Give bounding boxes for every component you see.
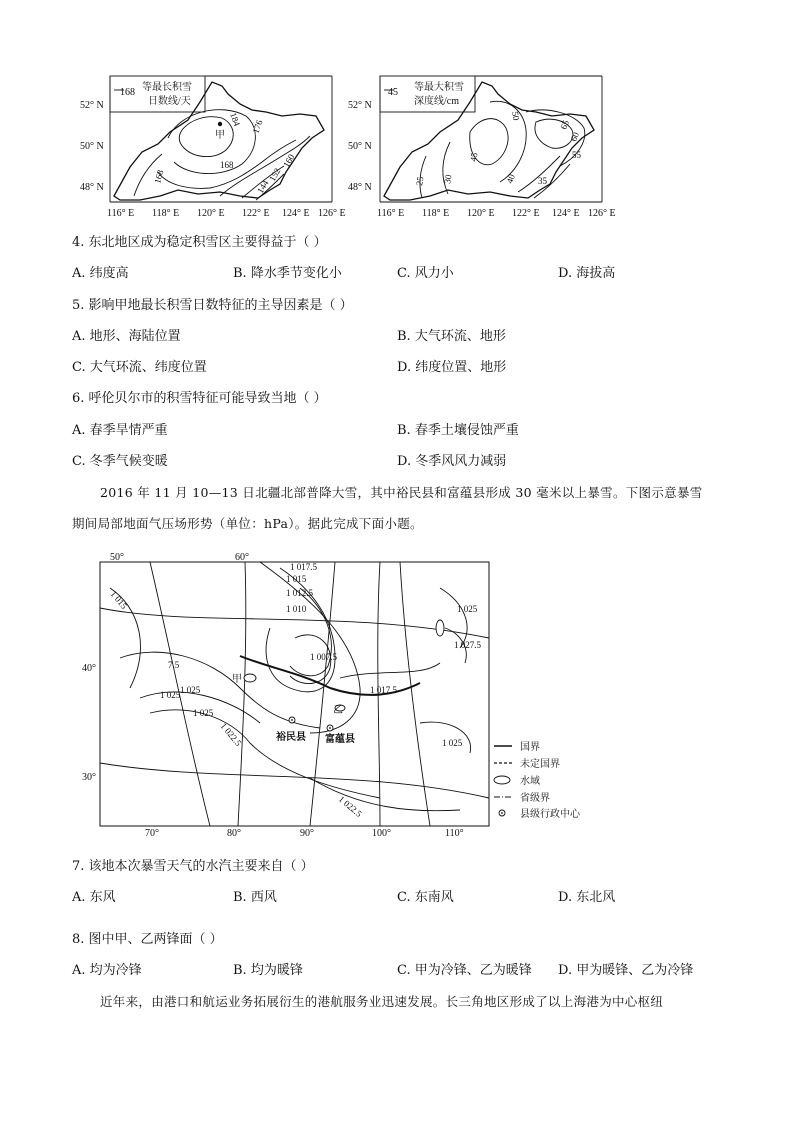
map1-lon-120: 120° E xyxy=(197,208,225,219)
pmap-isobar-1025-ne: 1 025 xyxy=(457,604,478,614)
pmap-isobar-1007-5: 1 007.5 xyxy=(310,652,337,662)
map1-lat-48: 48° N xyxy=(80,182,104,193)
pmap-isobar-1015: 1 015 xyxy=(286,574,307,584)
pmap-isobar-1025-b: 1 025 xyxy=(193,708,214,718)
pmap-isobar-1017-5-east: 1 017.5 xyxy=(370,685,397,695)
question-5-option-c: C. 大气环流、纬度位置 xyxy=(72,360,207,375)
pmap-isobar-7-5: 7.5 xyxy=(168,660,180,670)
question-8-stem: 8. 图中甲、乙两锋面（ ） xyxy=(72,932,223,947)
pmap-lat-40: 40° xyxy=(82,663,96,674)
question-7-option-c: C. 东南风 xyxy=(397,890,454,905)
question-6-stem: 6. 呼伦贝尔市的积雪特征可能导致当地（ ） xyxy=(72,391,327,406)
map1-legend-text-2: 日数线/天 xyxy=(148,96,191,107)
question-5-option-a: A. 地形、海陆位置 xyxy=(72,329,181,344)
pmap-isobar-1010: 1 010 xyxy=(286,604,307,614)
map1-lat-52: 52° N xyxy=(80,100,104,111)
pmap-front-jia: 甲 xyxy=(232,674,242,685)
map2-contour-40: 40 xyxy=(504,172,517,185)
map2-legend-text-1: 等最大积雪 xyxy=(414,82,464,93)
map1-lon-116: 116° E xyxy=(107,208,135,219)
map2-contour-60: 60 xyxy=(568,130,581,143)
map2-contour-35: 35 xyxy=(538,176,547,186)
pmap-legend-water: 水域 xyxy=(520,776,540,787)
pmap-legend-county-center: 县级行政中心 xyxy=(520,809,580,820)
map2-lon-118: 118° E xyxy=(422,208,450,219)
map2-legend-text-2: 深度线/cm xyxy=(414,96,459,107)
map1-lat-50: 50° N xyxy=(80,141,104,152)
question-7-option-a: A. 东风 xyxy=(72,890,116,905)
map1-contour-144: 144 xyxy=(255,178,271,195)
pmap-lon-90: 90° xyxy=(300,828,314,838)
pmap-isobar-1025-c: 1 025 xyxy=(160,690,181,700)
map2-lat-52: 52° N xyxy=(348,100,372,111)
question-5-stem: 5. 影响甲地最长积雪日数特征的主导因素是（ ） xyxy=(72,298,353,313)
pmap-lon-70: 70° xyxy=(145,828,159,838)
pmap-lon-110: 110° xyxy=(445,828,464,838)
map1-contour-176: 176 xyxy=(250,118,265,135)
pmap-lon-80: 80° xyxy=(227,828,241,838)
question-4-option-d: D. 海拔高 xyxy=(558,266,616,281)
question-7-option-d: D. 东北风 xyxy=(558,890,616,905)
pmap-isobar-1022-5: 1 022.5 xyxy=(218,720,244,748)
map2-lon-124: 124° E xyxy=(552,208,580,219)
question-7-option-b: B. 西风 xyxy=(233,890,277,905)
map1-lon-122: 122° E xyxy=(242,208,270,219)
intro-passage-line-1: 2016 年 11 月 10—13 日北疆北部普降大雪，其中裕民县和富蕴县形成 30 毫米以上暴雪。下图示意暴雪 xyxy=(100,485,703,500)
pmap-front-yi: 乙 xyxy=(333,705,343,716)
snow-days-map xyxy=(70,72,355,222)
pmap-isobar-1027-5: 1 027.5 xyxy=(454,640,481,650)
map1-lon-118: 118° E xyxy=(152,208,180,219)
pmap-isobar-1025-a: 1 025 xyxy=(180,685,201,695)
map1-contour-152: 152 xyxy=(267,166,283,183)
pmap-isobar-1017-5: 1 017.5 xyxy=(290,562,317,572)
map1-contour-160: 160 xyxy=(281,152,297,169)
question-6-option-a: A. 春季旱情严重 xyxy=(72,423,168,438)
pmap-isobar-1012-5: 1 012.5 xyxy=(286,588,313,598)
pmap-legend-border: 国界 xyxy=(520,742,540,753)
map2-contour-30: 30 xyxy=(442,173,454,185)
pmap-legend-undetermined: 未定国界 xyxy=(520,759,560,770)
map1-legend-text-1: 等最长积雪 xyxy=(142,82,192,93)
map2-lon-122: 122° E xyxy=(512,208,540,219)
map2-lon-126: 126° E xyxy=(588,208,616,219)
pmap-lon-100: 100° xyxy=(372,828,391,838)
pmap-legend-province: 省级界 xyxy=(520,793,550,804)
question-4-stem: 4. 东北地区成为稳定积雪区主要得益于（ ） xyxy=(72,235,327,250)
closing-passage: 近年来，由港口和航运业务拓展衍生的港航服务业迅速发展。长三角地区形成了以上海港为中心枢纽 xyxy=(100,994,664,1009)
pmap-lat-30: 30° xyxy=(82,772,96,783)
pmap-isobar-1015-west: 1 015 xyxy=(108,588,130,611)
question-8-option-d: D. 甲为暖锋、乙为冷锋 xyxy=(558,963,694,978)
map2-legend-value: 45 xyxy=(388,87,398,98)
map2-lat-48: 48° N xyxy=(348,182,372,193)
map1-contour-184: 184 xyxy=(228,111,243,128)
question-6-option-b: B. 春季土壤侵蚀严重 xyxy=(397,423,519,438)
question-7-stem: 7. 该地本次暴雪天气的水汽主要来自（ ） xyxy=(72,859,314,874)
question-6-option-d: D. 冬季风风力减弱 xyxy=(397,454,507,469)
map1-contour-168a: 168 xyxy=(152,168,166,185)
map1-lon-126: 126° E xyxy=(318,208,346,219)
question-6-option-c: C. 冬季气候变暖 xyxy=(72,454,168,469)
question-5-option-b: B. 大气环流、地形 xyxy=(397,329,506,344)
pressure-field-map xyxy=(80,548,610,838)
question-8-option-c: C. 甲为冷锋、乙为暖锋 xyxy=(397,963,532,978)
map1-legend-value: 168 xyxy=(120,87,135,98)
question-4-option-b: B. 降水季节变化小 xyxy=(233,266,342,281)
question-4-option-c: C. 风力小 xyxy=(397,266,454,281)
map2-contour-25: 25 xyxy=(414,175,426,187)
map2-lat-50: 50° N xyxy=(348,141,372,152)
question-8-option-a: A. 均为冷锋 xyxy=(72,963,142,978)
map1-point-jia: 甲 xyxy=(215,130,225,141)
pmap-lon-60: 60° xyxy=(235,552,249,563)
pmap-lon-50: 50° xyxy=(110,552,124,563)
map2-contour-45: 45 xyxy=(468,151,480,163)
map2-contour-50: 50 xyxy=(510,110,522,122)
map1-contour-168b: 168 xyxy=(220,160,234,170)
map2-lon-116: 116° E xyxy=(377,208,405,219)
map1-lon-124: 124° E xyxy=(282,208,310,219)
pmap-isobar-1025-east: 1 025 xyxy=(442,738,463,748)
map2-contour-55: 55 xyxy=(572,150,581,160)
snow-depth-map xyxy=(340,72,625,222)
pmap-isobar-1022-5-south: 1 022.5 xyxy=(336,793,364,819)
intro-passage-line-2: 期间局部地面气压场形势（单位：hPa）。据此完成下面小题。 xyxy=(72,516,423,531)
question-4-option-a: A. 纬度高 xyxy=(72,266,129,281)
map2-contour-65: 65 xyxy=(558,118,571,131)
map2-lon-120: 120° E xyxy=(467,208,495,219)
question-8-option-b: B. 均为暖锋 xyxy=(233,963,303,978)
pmap-county-fuyun: 富蕴县 xyxy=(325,734,355,745)
pmap-county-yumin: 裕民县 xyxy=(276,732,306,743)
question-5-option-d: D. 纬度位置、地形 xyxy=(397,360,507,375)
